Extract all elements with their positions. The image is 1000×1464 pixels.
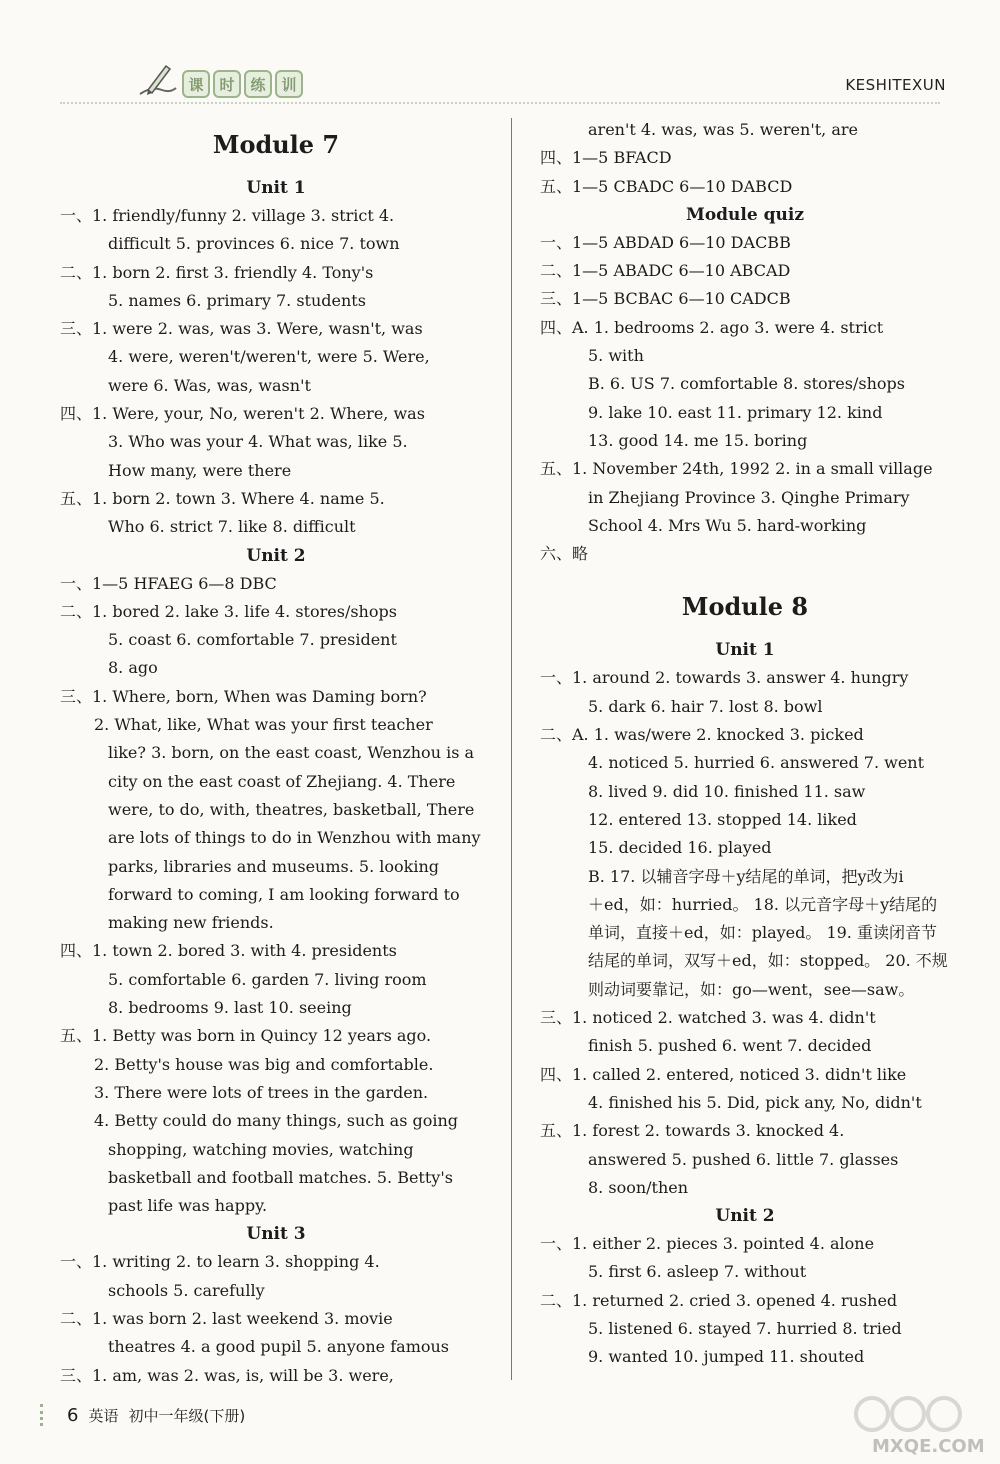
- header-rule: [60, 102, 940, 104]
- answer-line: Who 6. strict 7. like 8. difficult: [108, 517, 356, 537]
- pen-icon: [136, 60, 180, 100]
- answer-line: 9. lake 10. east 11. primary 12. kind: [588, 402, 883, 422]
- answer-line: shopping, watching movies, watching: [108, 1139, 414, 1159]
- answer-line: schools 5. carefully: [108, 1280, 265, 1300]
- logo-char: 课: [182, 70, 210, 98]
- answer-line: 5. listened 6. stayed 7. hurried 8. tried: [588, 1318, 902, 1338]
- answer-line: 5. comfortable 6. garden 7. living room: [108, 969, 427, 989]
- answer-line: 四、A. 1. bedrooms 2. ago 3. were 4. strict: [540, 317, 884, 337]
- right-column: [540, 116, 950, 1372]
- answer-line: answered 5. pushed 6. little 7. glasses: [588, 1149, 899, 1169]
- answer-line: 4. finished his 5. Did, pick any, No, didn't: [588, 1092, 922, 1112]
- answer-line: finish 5. pushed 6. went 7. decided: [588, 1036, 872, 1056]
- answer-line: 5. with: [588, 346, 644, 366]
- answer-line: parks, libraries and museums. 5. looking: [108, 856, 439, 876]
- answer-line: 3. Who was your 4. What was, like 5.: [108, 432, 408, 452]
- answer-line: How many, were there: [108, 460, 292, 480]
- answer-line: 8. lived 9. did 10. finished 11. saw: [588, 781, 866, 801]
- answer-line: 结尾的单词，双写＋ed，如：stopped。 20. 不规: [588, 951, 948, 971]
- answer-line: 4. noticed 5. hurried 6. answered 7. went: [588, 753, 925, 773]
- answer-line: 一、1—5 ABDAD 6—10 DACBB: [540, 232, 791, 252]
- logo-char: 训: [275, 70, 303, 98]
- answer-line: 8. bedrooms 9. last 10. seeing: [108, 998, 352, 1018]
- answer-line: 则动词要靠记，如：go—went，see—saw。: [588, 979, 915, 999]
- logo-char: 时: [213, 70, 241, 98]
- answer-line: 三、1. Where, born, When was Daming born?: [60, 686, 427, 706]
- answer-line: 8. soon/then: [588, 1177, 689, 1197]
- series-logo: [182, 70, 303, 98]
- answer-line: 5. dark 6. hair 7. lost 8. bowl: [588, 696, 823, 716]
- answer-line: 三、1. noticed 2. watched 3. was 4. didn't: [540, 1008, 876, 1028]
- answer-line: 五、1—5 CBADC 6—10 DABCD: [540, 176, 793, 196]
- answer-line: ＋ed，如：hurried。 18. 以元音字母＋y结尾的: [588, 894, 938, 914]
- answer-line: 一、1. friendly/funny 2. village 3. strict 4.: [60, 206, 395, 225]
- answer-line: aren't 4. was, was 5. weren't, are: [588, 120, 858, 139]
- answer-line: 四、1. town 2. bored 3. with 4. presidents: [60, 941, 397, 961]
- answer-line: 五、1. Betty was born in Quincy 12 years ago.: [60, 1026, 432, 1046]
- unit-heading: Module quiz: [686, 204, 804, 225]
- answer-line: 12. entered 13. stopped 14. liked: [588, 809, 857, 829]
- answer-line: 一、1. either 2. pieces 3. pointed 4. alone: [540, 1234, 875, 1254]
- answer-line: School 4. Mrs Wu 5. hard-working: [588, 515, 867, 535]
- answer-line: theatres 4. a good pupil 5. anyone famous: [108, 1337, 450, 1357]
- answer-line: were 6. Was, was, wasn't: [108, 375, 311, 395]
- answer-line: 二、1. was born 2. last weekend 3. movie: [60, 1308, 393, 1328]
- answer-line: 三、1. were 2. was, was 3. Were, wasn't, was: [60, 319, 423, 339]
- page-header: [0, 0, 1000, 110]
- answer-line: 一、1. around 2. towards 3. answer 4. hungry: [540, 668, 909, 688]
- answer-line: B. 17. 以辅音字母＋y结尾的单词，把y改为i: [588, 866, 904, 886]
- answer-line: 一、1—5 HFAEG 6—8 DBC: [60, 573, 277, 593]
- answer-line: 六、略: [540, 544, 589, 564]
- answer-line: 5. coast 6. comfortable 7. president: [108, 630, 397, 650]
- header-series-name: KESHITEXUN: [845, 76, 946, 94]
- answer-line: B. 6. US 7. comfortable 8. stores/shops: [588, 374, 905, 394]
- answer-line: 二、1. returned 2. cried 3. opened 4. rushed: [540, 1290, 898, 1310]
- unit-heading: Unit 3: [246, 1224, 306, 1245]
- unit-heading: Unit 2: [715, 1206, 775, 1227]
- answer-line: 8. ago: [108, 658, 158, 678]
- answer-line: making new friends.: [108, 913, 274, 933]
- answer-line: 五、1. forest 2. towards 3. knocked 4.: [540, 1121, 845, 1141]
- answer-line: 15. decided 16. played: [588, 838, 772, 858]
- answer-line: 3. There were lots of trees in the garden.: [94, 1082, 429, 1102]
- footer-subject: 英语: [88, 1406, 119, 1425]
- logo-char: 练: [244, 70, 272, 98]
- answer-line: 4. Betty could do many things, such as going: [94, 1111, 459, 1131]
- answer-line: 二、1—5 ABADC 6—10 ABCAD: [540, 261, 791, 281]
- page-number: 6: [67, 1404, 79, 1426]
- answer-line: 2. Betty's house was big and comfortable.: [94, 1054, 434, 1074]
- footer-decoration: [40, 1404, 57, 1426]
- unit-heading: Unit 1: [246, 178, 306, 198]
- answer-line: 四、1. Were, your, No, weren't 2. Where, was: [60, 404, 425, 424]
- answer-line: like? 3. born, on the east coast, Wenzhou is a: [108, 743, 475, 763]
- answer-line: 4. were, weren't/weren't, were 5. Were,: [108, 347, 430, 367]
- unit-heading: Unit 2: [246, 545, 306, 566]
- left-column: [60, 116, 492, 1390]
- answer-line: 5. names 6. primary 7. students: [108, 290, 366, 310]
- answer-line: 5. first 6. asleep 7. without: [588, 1262, 807, 1282]
- answer-line: 三、1. am, was 2. was, is, will be 3. were,: [60, 1365, 394, 1385]
- answer-line: 二、A. 1. was/were 2. knocked 3. picked: [540, 725, 864, 745]
- answer-line: 四、1—5 BFACD: [540, 148, 672, 168]
- page-footer: [40, 1404, 245, 1426]
- answer-line: 13. good 14. me 15. boring: [588, 430, 808, 450]
- answer-line: forward to coming, I am looking forward to: [108, 884, 460, 904]
- answer-line: city on the east coast of Zhejiang. 4. There: [108, 771, 456, 791]
- answer-line: 五、1. born 2. town 3. Where 4. name 5.: [60, 488, 385, 508]
- watermark-text: MXQE.COM: [872, 1436, 985, 1457]
- answer-line: were, to do, with, theatres, basketball, There: [108, 799, 475, 819]
- answer-line: 二、1. bored 2. lake 3. life 4. stores/shops: [60, 601, 397, 621]
- answer-line: difficult 5. provinces 6. nice 7. town: [108, 234, 400, 254]
- answer-line: 三、1—5 BCBAC 6—10 CADCB: [540, 289, 791, 309]
- answer-line: 单词，直接＋ed，如：played。 19. 重读闭音节: [588, 923, 937, 943]
- answer-line: past life was happy.: [108, 1196, 268, 1216]
- footer-grade: 初中一年级(下册): [128, 1406, 246, 1425]
- answer-line: 四、1. called 2. entered, noticed 3. didn't like: [540, 1064, 907, 1084]
- column-divider: [511, 118, 512, 1380]
- module-heading: Module 7: [212, 130, 340, 159]
- answer-line: in Zhejiang Province 3. Qinghe Primary: [588, 487, 910, 507]
- module-heading: Module 8: [681, 592, 809, 622]
- answer-line: 2. What, like, What was your first teacher: [94, 715, 433, 735]
- answer-line: 一、1. writing 2. to learn 3. shopping 4.: [60, 1252, 380, 1272]
- answer-line: 9. wanted 10. jumped 11. shouted: [588, 1347, 865, 1367]
- answer-line: 五、1. November 24th, 1992 2. in a small village: [540, 459, 933, 479]
- answer-line: 二、1. born 2. first 3. friendly 4. Tony's: [60, 262, 374, 282]
- answer-line: are lots of things to do in Wenzhou with many: [108, 828, 481, 848]
- answer-line: basketball and football matches. 5. Betty's: [108, 1167, 453, 1187]
- unit-heading: Unit 1: [715, 640, 775, 661]
